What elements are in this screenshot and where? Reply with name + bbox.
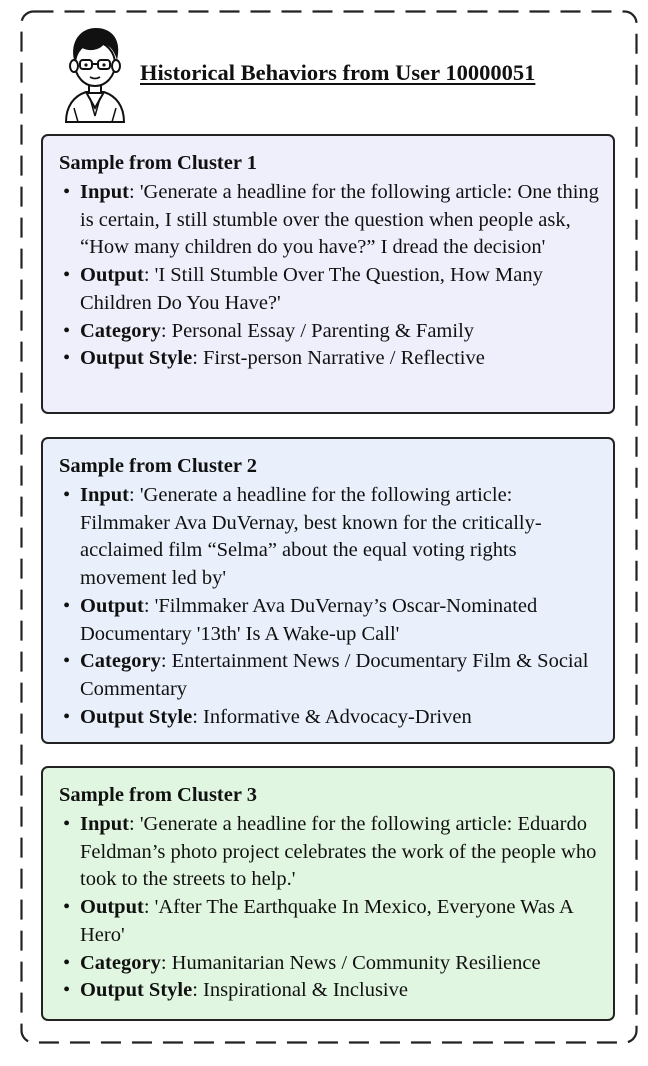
output-label: Output bbox=[80, 264, 144, 287]
cluster-details bbox=[59, 179, 599, 373]
cluster-title: Sample from Cluster 2 bbox=[59, 455, 257, 477]
style-item: • Output Style: Inspirational & Inclusive bbox=[59, 977, 599, 1005]
cluster-details bbox=[59, 811, 599, 1005]
input-text: 'Generate a headline for the following article: Filmmaker Ava DuVernay, best known for the critically-acclaimed film “Selma” about the equal voting rights movement led by' bbox=[80, 484, 542, 590]
style-label: Output Style bbox=[80, 705, 193, 728]
style-item: • Output Style: First-person Narrative / Reflective bbox=[59, 345, 599, 373]
style-text: Informative & Advocacy-Driven bbox=[203, 705, 472, 728]
category-item: • Category: Personal Essay / Parenting & Family bbox=[59, 318, 599, 346]
header bbox=[60, 24, 620, 124]
output-text: 'After The Earthquake In Mexico, Everyone Was A Hero' bbox=[80, 896, 573, 946]
input-label: Input bbox=[80, 484, 130, 506]
category-item: • Category: Humanitarian News / Community Resilience bbox=[59, 950, 599, 978]
category-text: Personal Essay / Parenting & Family bbox=[171, 319, 475, 342]
input-item: • Input: 'Generate a headline for the following article: Eduardo Feldman’s photo project celebrates the work of the people who took to the streets to help.' bbox=[59, 811, 599, 894]
category-label: Category bbox=[80, 951, 161, 974]
cluster-card-1 bbox=[41, 134, 615, 414]
category-label: Category bbox=[80, 650, 161, 673]
cluster-title: Sample from Cluster 1 bbox=[59, 152, 257, 174]
output-label: Output bbox=[80, 594, 144, 617]
input-item: • Input: 'Generate a headline for the following article: One thing is certain, I still stumble over the question when people ask, “How many children do you have?” I dread the decision' bbox=[59, 179, 599, 262]
input-item: • Input: 'Generate a headline for the following article: Filmmaker Ava DuVernay, best known for the critically-acclaimed film “Selma” about the equal voting rights movement led by' bbox=[59, 482, 599, 593]
input-label: Input bbox=[80, 813, 130, 835]
cluster-title: Sample from Cluster 3 bbox=[59, 784, 257, 806]
category-text: Entertainment News / Documentary Film & Social Commentary bbox=[80, 650, 589, 700]
cluster-details bbox=[59, 482, 599, 731]
output-item: • Output: 'Filmmaker Ava DuVernay’s Oscar-Nominated Documentary '13th' Is A Wake-up Call' bbox=[59, 593, 599, 648]
style-item: • Output Style: Informative & Advocacy-Driven bbox=[59, 704, 599, 732]
user-avatar-icon bbox=[60, 24, 130, 124]
output-label: Output bbox=[80, 896, 144, 919]
cluster-card-2 bbox=[41, 437, 615, 744]
input-text: 'Generate a headline for the following article: Eduardo Feldman’s photo project celebrates the work of the people who took to the streets to help.' bbox=[80, 813, 597, 891]
input-text: 'Generate a headline for the following article: One thing is certain, I still stumble over the question when people ask, “How many children do you have?” I dread the decision' bbox=[80, 181, 599, 259]
category-text: Humanitarian News / Community Resilience bbox=[171, 951, 541, 974]
output-text: 'I Still Stumble Over The Question, How Many Children Do You Have?' bbox=[80, 264, 543, 314]
output-item: • Output: 'After The Earthquake In Mexico, Everyone Was A Hero' bbox=[59, 894, 599, 949]
category-label: Category bbox=[80, 319, 161, 342]
style-label: Output Style bbox=[80, 347, 193, 370]
cluster-card-3 bbox=[41, 766, 615, 1021]
style-text: Inspirational & Inclusive bbox=[203, 979, 408, 1002]
output-text: 'Filmmaker Ava DuVernay’s Oscar-Nominated Documentary '13th' Is A Wake-up Call' bbox=[80, 594, 538, 645]
style-label: Output Style bbox=[80, 979, 193, 1002]
category-item: • Category: Entertainment News / Documentary Film & Social Commentary bbox=[59, 648, 599, 703]
output-item: • Output: 'I Still Stumble Over The Question, How Many Children Do You Have?' bbox=[59, 262, 599, 317]
page-title: Historical Behaviors from User 10000051 bbox=[140, 60, 536, 85]
style-text: First-person Narrative / Reflective bbox=[203, 347, 485, 370]
input-label: Input bbox=[80, 181, 130, 203]
